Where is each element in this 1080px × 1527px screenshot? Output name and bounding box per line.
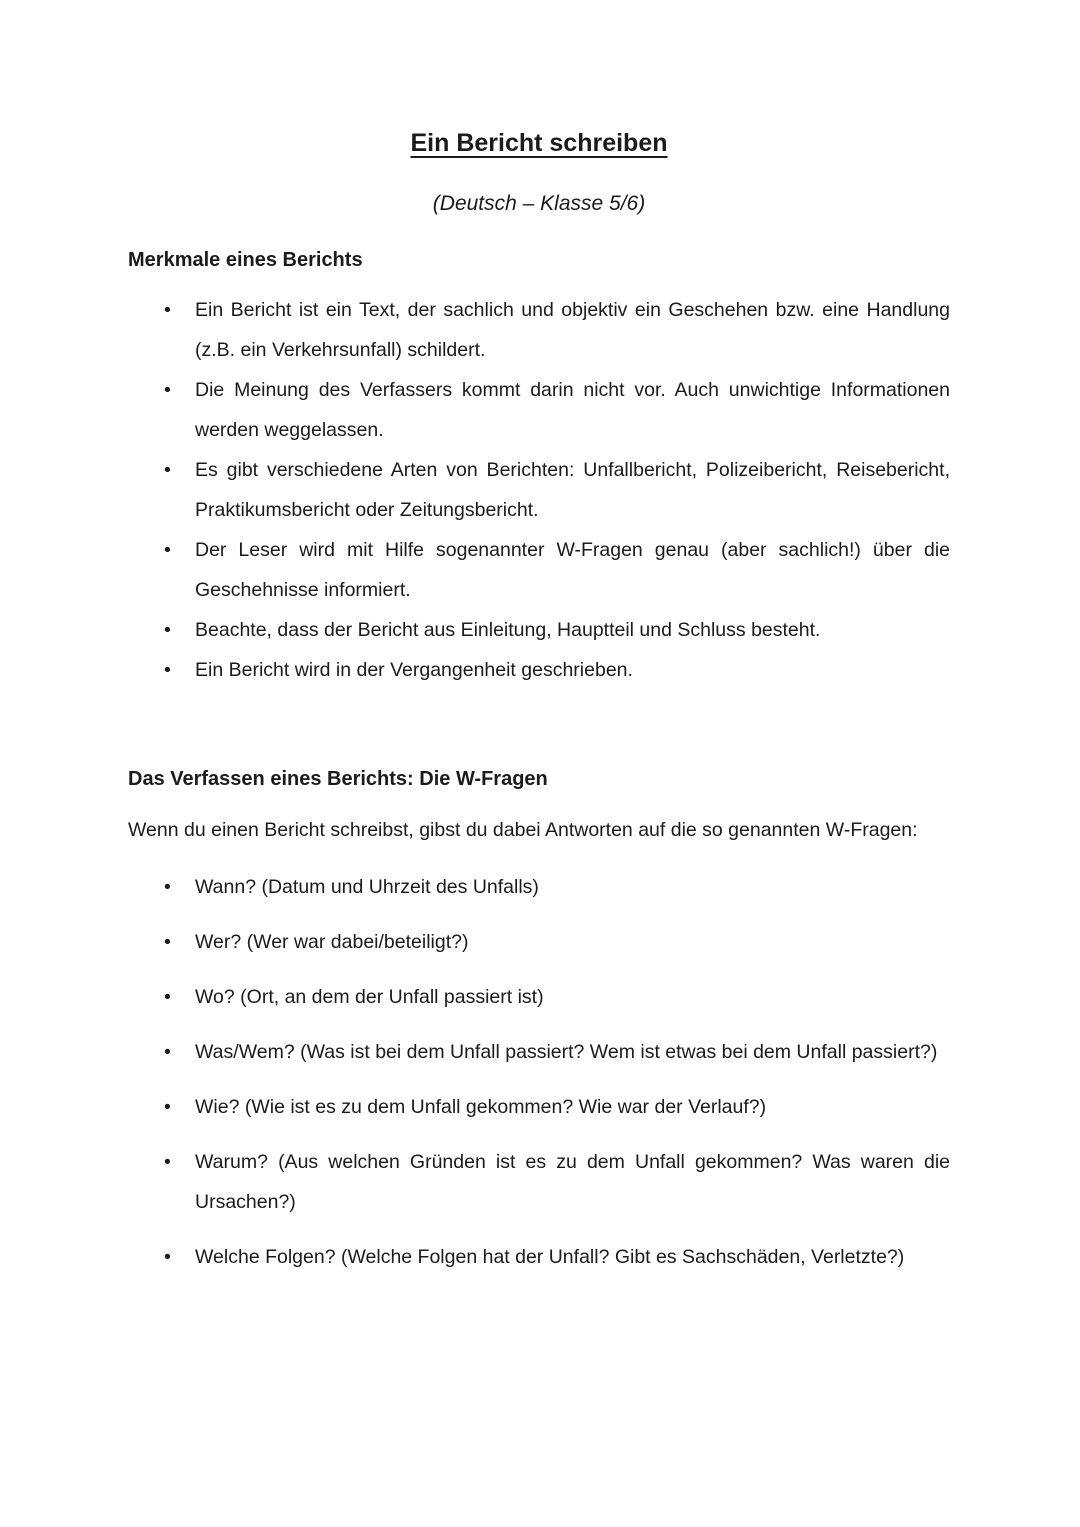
document-title-text: Ein Bericht schreiben [410,129,668,157]
list-item: • Wann? (Datum und Uhrzeit des Unfalls) [195,867,950,907]
document-subtitle: (Deutsch – Klasse 5/6) [432,192,646,215]
list-item: • Warum? (Aus welchen Gründen ist es zu dem Unfall gekommen? Was waren die Ursachen?) [195,1142,950,1222]
list-item: • Ein Bericht wird in der Vergangenheit geschrieben. [195,650,950,690]
list-item: • Wie? (Wie ist es zu dem Unfall gekommen? Wie war der Verlauf?) [195,1087,950,1127]
section-heading-merkmale: Merkmale eines Berichts [128,249,363,271]
list-item: • Wer? (Wer war dabei/beteiligt?) [195,922,950,962]
list-item: • Beachte, dass der Bericht aus Einleitung, Hauptteil und Schluss besteht. [195,610,950,650]
section-heading-w-fragen: Das Verfassen eines Berichts: Die W-Fragen [128,768,548,790]
w-fragen-list [128,867,950,1277]
list-item: • Was/Wem? (Was ist bei dem Unfall passiert? Wem ist etwas bei dem Unfall passiert?) [195,1032,950,1072]
w-fragen-intro: Wenn du einen Bericht schreibst, gibst du dabei Antworten auf die so genannten W-Fragen: [128,819,918,841]
list-item: • Die Meinung des Verfassers kommt darin nicht vor. Auch unwichtige Informationen werden weggelassen. [195,370,950,450]
list-item: • Der Leser wird mit Hilfe sogenannter W-Fragen genau (aber sachlich!) über die Geschehnisse informiert. [195,530,950,610]
merkmale-list [128,290,950,690]
document-title [128,128,950,158]
list-item: • Welche Folgen? (Welche Folgen hat der Unfall? Gibt es Sachschäden, Verletzte?) [195,1237,950,1277]
list-item: • Wo? (Ort, an dem der Unfall passiert ist) [195,977,950,1017]
list-item: • Es gibt verschiedene Arten von Berichten: Unfallbericht, Polizeibericht, Reisebericht, Praktikumsbericht oder Zeitungsbericht. [195,450,950,530]
list-item: • Ein Bericht ist ein Text, der sachlich und objektiv ein Geschehen bzw. eine Handlung (z.B. ein Verkehrsunfall) schildert. [195,290,950,370]
